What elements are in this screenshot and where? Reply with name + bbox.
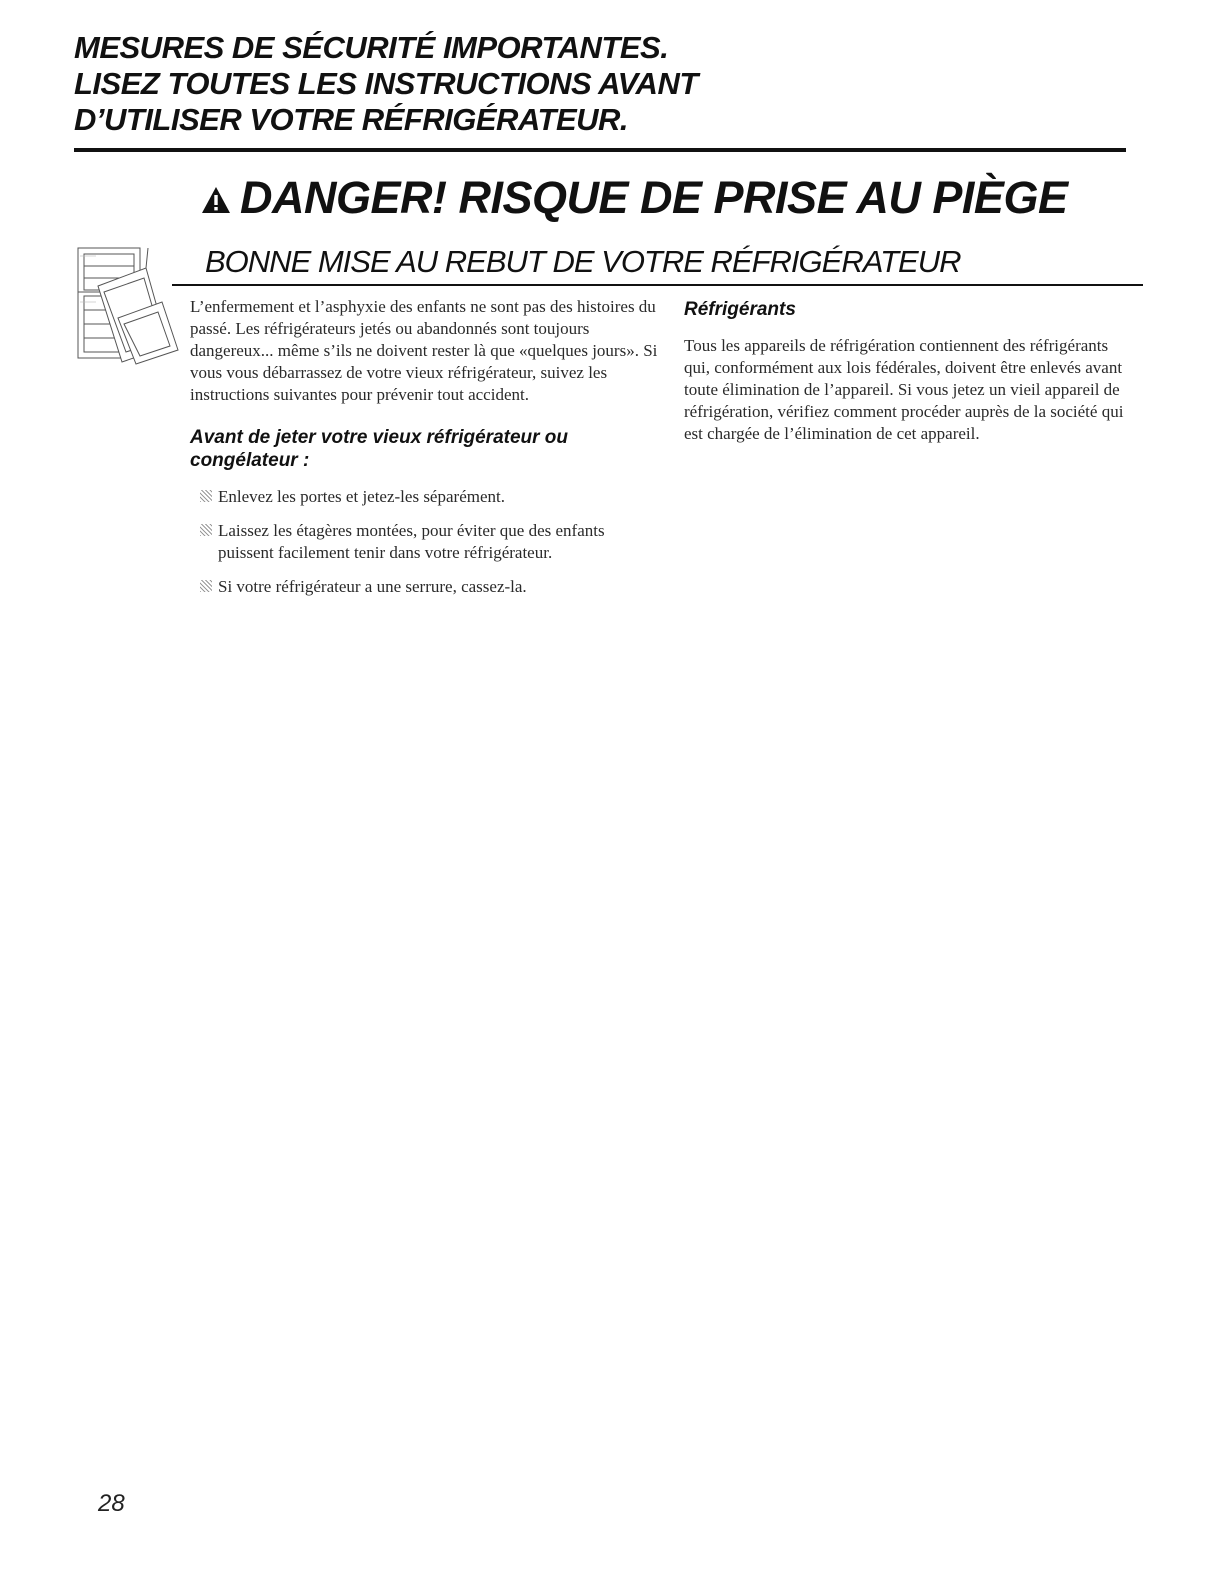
header-line-1: MESURES DE SÉCURITÉ IMPORTANTES. — [74, 30, 669, 65]
danger-title: DANGER! RISQUE DE PRISE AU PIÈGE — [240, 172, 1068, 223]
section-divider — [172, 284, 1143, 286]
refrigerator-with-doors-removed-icon — [76, 246, 180, 366]
list-item: Laissez les étagères montées, pour éviter que des enfants puissent facilement tenir dans votre réfrigérateur. — [190, 520, 648, 564]
refrigerants-paragraph: Tous les appareils de réfrigération contiennent des réfrigérants qui, conformément aux lois fédérales, doivent être enlevés avant toute élimination de l’appareil. Si vous jetez un vieil appareil de réfrigération, vérifiez comment procéder auprès de la société qui est chargée de l’élimination de cet appareil. — [684, 336, 1124, 443]
intro-paragraph: L’enfermement et l’asphyxie des enfants ne sont pas des histoires du passé. Les réfrigérateurs jetés ou abandonnés sont toujours dangereux... même s’ils ne doivent rester là que «quelques jours». Si vous vous débarrassez de votre vieux réfrigérateur, suivez les instructions suivantes pour prévenir tout accident. — [190, 297, 658, 404]
bullet-icon — [200, 490, 212, 502]
refrigerants-heading: Réfrigérants — [684, 299, 796, 320]
list-item: Si votre réfrigérateur a une serrure, cassez-la. — [190, 576, 648, 598]
danger-banner — [200, 170, 1067, 228]
section-title: BONNE MISE AU REBUT DE VOTRE RÉFRIGÉRATEUR — [205, 244, 961, 279]
header-line-2: LISEZ TOUTES LES INSTRUCTIONS AVANT — [74, 66, 698, 101]
left-column — [190, 296, 660, 610]
page-number: 28 — [98, 1490, 125, 1517]
list-item: Enlevez les portes et jetez-les séparément. — [190, 486, 648, 508]
bullet-icon — [200, 524, 212, 536]
right-column — [684, 296, 1134, 445]
warning-triangle-icon — [200, 172, 232, 228]
header-divider — [74, 148, 1126, 152]
page-header — [74, 30, 1124, 138]
header-line-3: D’UTILISER VOTRE RÉFRIGÉRATEUR. — [74, 102, 629, 137]
disposal-heading: Avant de jeter votre vieux réfrigérateur ou congélateur : — [190, 427, 569, 471]
bullet-icon — [200, 580, 212, 592]
